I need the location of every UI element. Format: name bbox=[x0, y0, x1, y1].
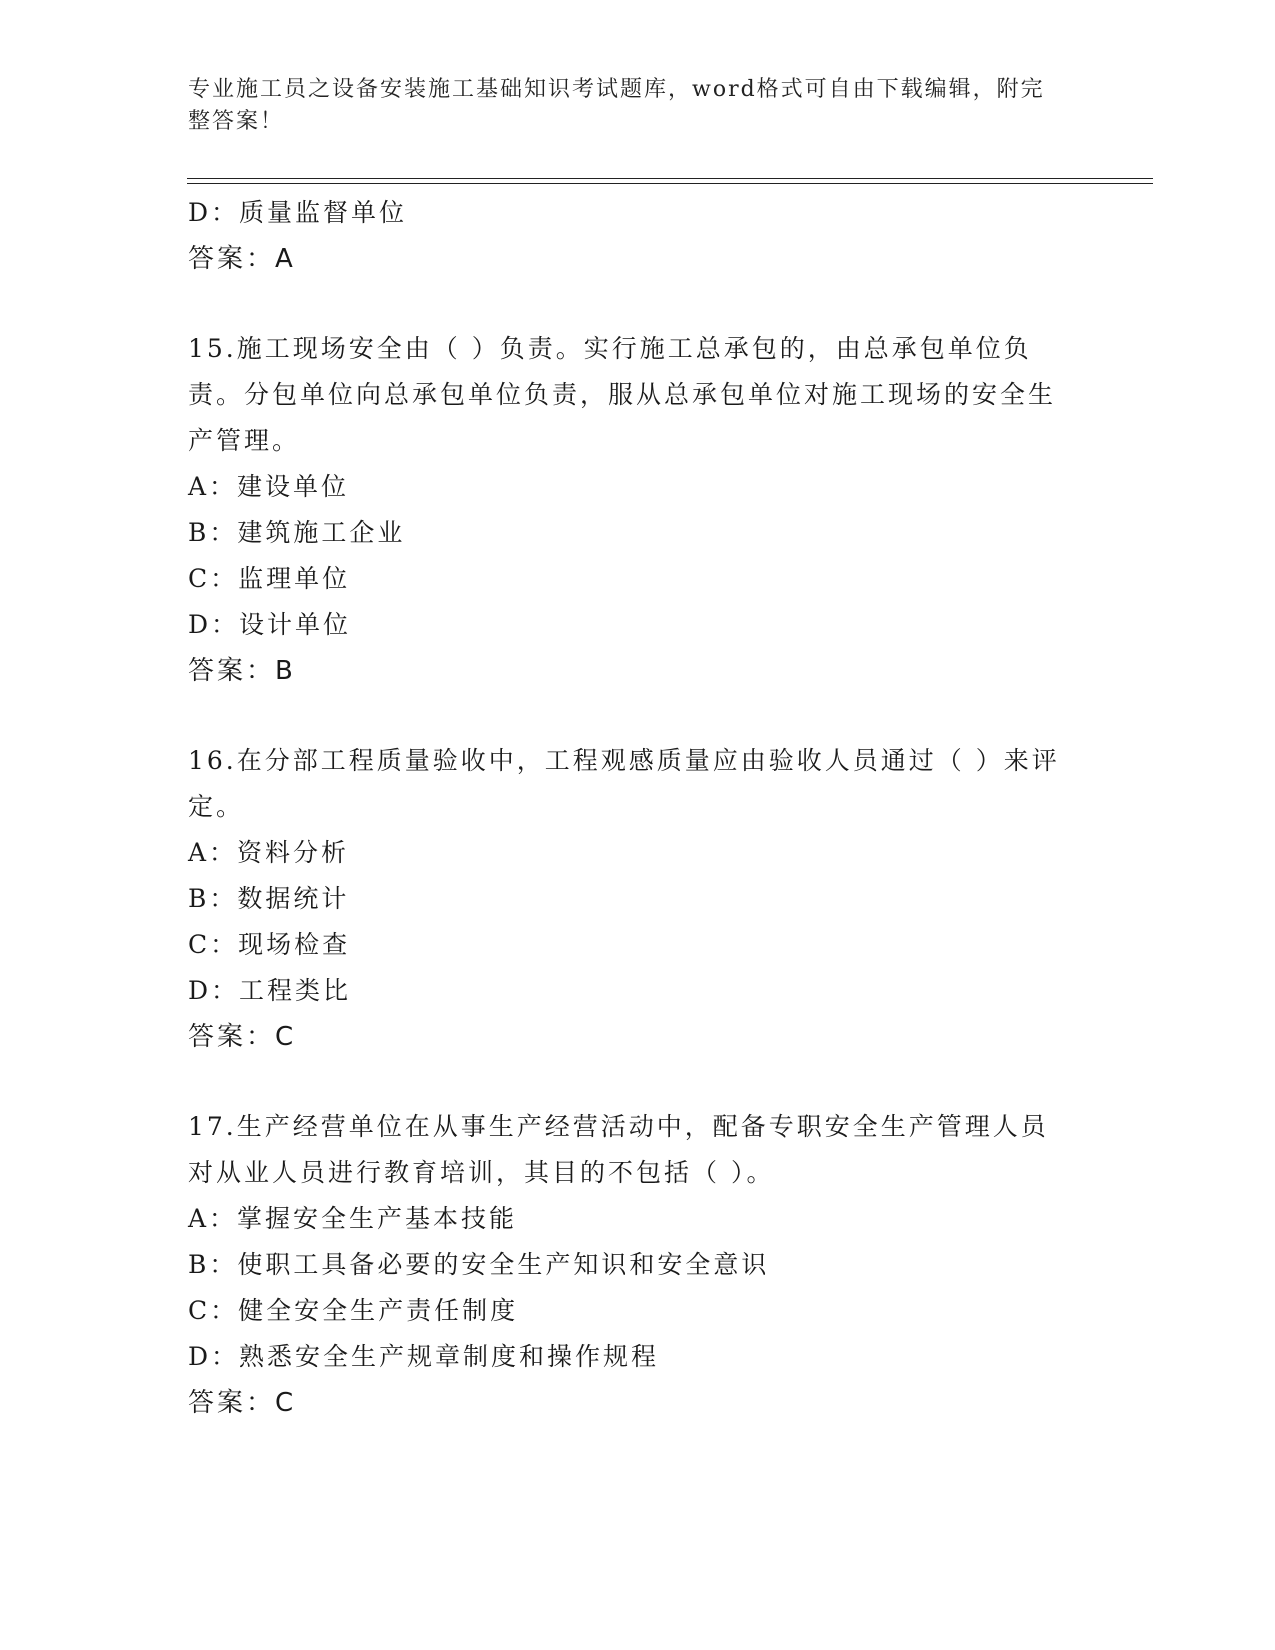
answer-line: 答案：A bbox=[188, 244, 296, 274]
question-stem: 16.在分部工程质量验收中，工程观感质量应由验收人员通过（ ）来评定。 bbox=[188, 746, 1060, 821]
answer-line: 答案：B bbox=[188, 656, 296, 686]
option-b: B：使职工具备必要的安全生产知识和安全意识 bbox=[188, 1250, 770, 1279]
option-a: A：资料分析 bbox=[188, 838, 350, 867]
header-divider-secondary bbox=[187, 183, 1153, 184]
option-a: A：掌握安全生产基本技能 bbox=[188, 1204, 518, 1233]
option-d: D：熟悉安全生产规章制度和操作规程 bbox=[188, 1342, 660, 1371]
question-16 bbox=[188, 738, 1068, 1060]
question-17 bbox=[188, 1104, 1068, 1426]
option-d: D：质量监督单位 bbox=[188, 198, 408, 227]
option-b: B：建筑施工企业 bbox=[188, 518, 406, 547]
question-15 bbox=[188, 326, 1068, 694]
option-a: A：建设单位 bbox=[188, 472, 350, 501]
carry-over-question bbox=[188, 190, 1068, 282]
option-c: C：现场检查 bbox=[188, 930, 351, 959]
option-d: D：设计单位 bbox=[188, 610, 352, 639]
question-stem: 15.施工现场安全由（ ）负责。实行施工总承包的，由总承包单位负责。分包单位向总承包单位负责，服从总承包单位对施工现场的安全生产管理。 bbox=[188, 334, 1057, 455]
page-header: 专业施工员之设备安装施工基础知识考试题库，word格式可自由下载编辑，附完整答案！ bbox=[188, 77, 1045, 134]
answer-line: 答案：C bbox=[188, 1388, 297, 1418]
question-stem: 17.生产经营单位在从事生产经营活动中，配备专职安全生产管理人员对从业人员进行教育培训，其目的不包括（ ）。 bbox=[188, 1112, 1049, 1187]
option-c: C：监理单位 bbox=[188, 564, 351, 593]
answer-line: 答案：C bbox=[188, 1022, 297, 1052]
exam-content bbox=[188, 190, 1068, 1426]
header-divider bbox=[187, 178, 1153, 179]
option-c: C：健全安全生产责任制度 bbox=[188, 1296, 519, 1325]
option-d: D：工程类比 bbox=[188, 976, 352, 1005]
option-b: B：数据统计 bbox=[188, 884, 350, 913]
